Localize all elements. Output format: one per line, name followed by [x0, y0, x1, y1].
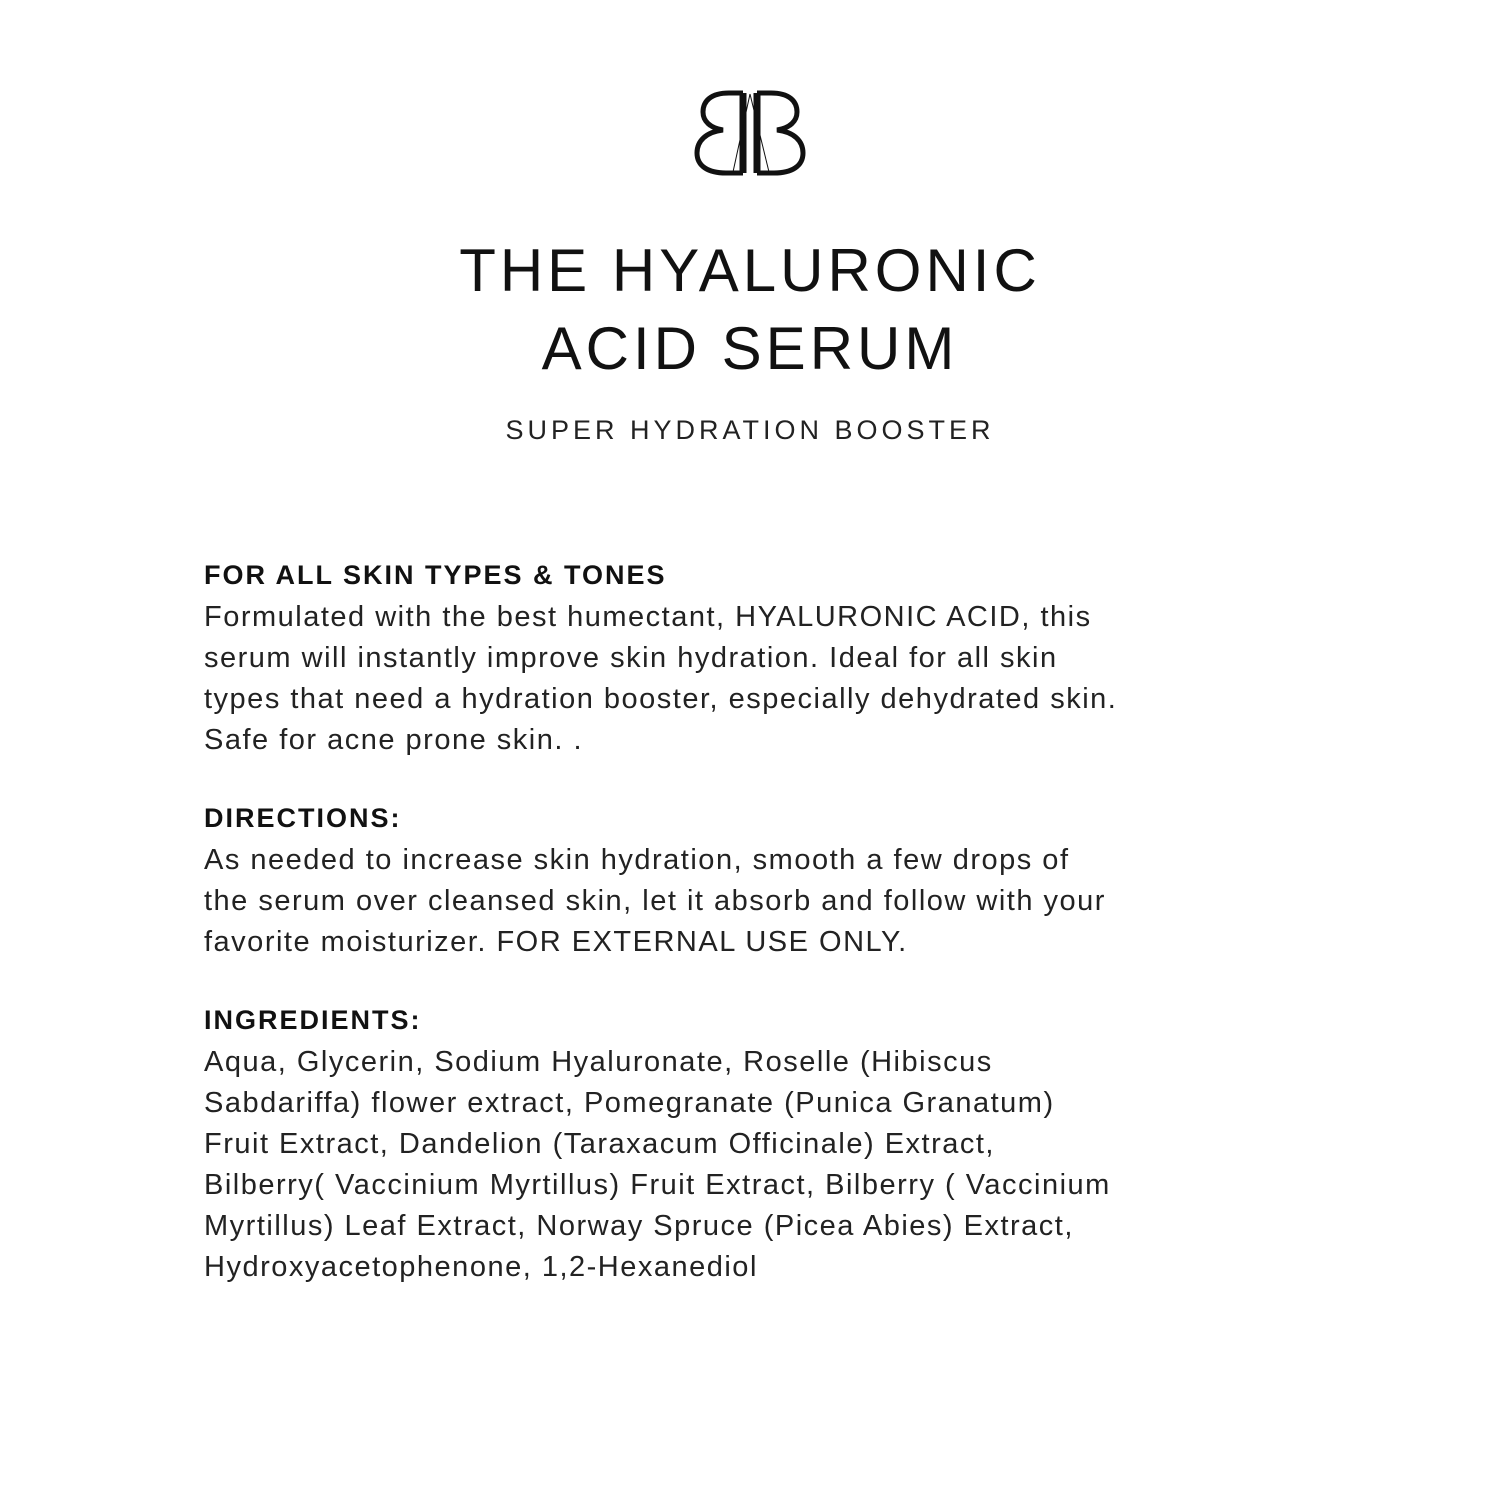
ingredients-text: Aqua, Glycerin, Sodium Hyaluronate, Roselle (Hibiscus Sabdariffa) flower extract, Pomegranate (Punica Granatum) Fruit Extract, Dandelion (Taraxacum Officinale) Extract, Bilberry( Vaccinium Myrtillus) Fruit Extract, Bilberry ( Vaccinium Myrtillus) Leaf Extract, Norway Spruce (Picea Abies) Extract, Hydroxyacetophenone, 1,2-Hexanediol: [204, 1046, 1111, 1283]
product-details: [204, 556, 1314, 1326]
product-title-line-1: THE HYALURONIC: [459, 237, 1041, 304]
product-subtitle: SUPER HYDRATION BOOSTER: [505, 415, 995, 445]
ingredients-section: [204, 1001, 1314, 1288]
skin-types-text: Formulated with the best humectant, HYALURONIC ACID, this serum will instantly improve skin hydration. Ideal for all skin types that need a hydration booster, especially dehydrated skin. Safe for acne prone skin. .: [204, 601, 1118, 756]
skin-types-section: [204, 556, 1314, 761]
skin-types-heading: FOR ALL SKIN TYPES & TONES: [204, 560, 667, 590]
product-title-line-2: ACID SERUM: [541, 315, 959, 382]
directions-text: As needed to increase skin hydration, smooth a few drops of the serum over cleansed skin, let it absorb and follow with your favorite moisturizer. FOR EXTERNAL USE ONLY.: [204, 844, 1106, 958]
double-b-monogram-icon: [693, 90, 807, 176]
product-title: [0, 232, 1500, 388]
ingredients-heading: INGREDIENTS:: [204, 1005, 422, 1035]
directions-section: [204, 799, 1314, 963]
directions-heading: DIRECTIONS:: [204, 803, 402, 833]
